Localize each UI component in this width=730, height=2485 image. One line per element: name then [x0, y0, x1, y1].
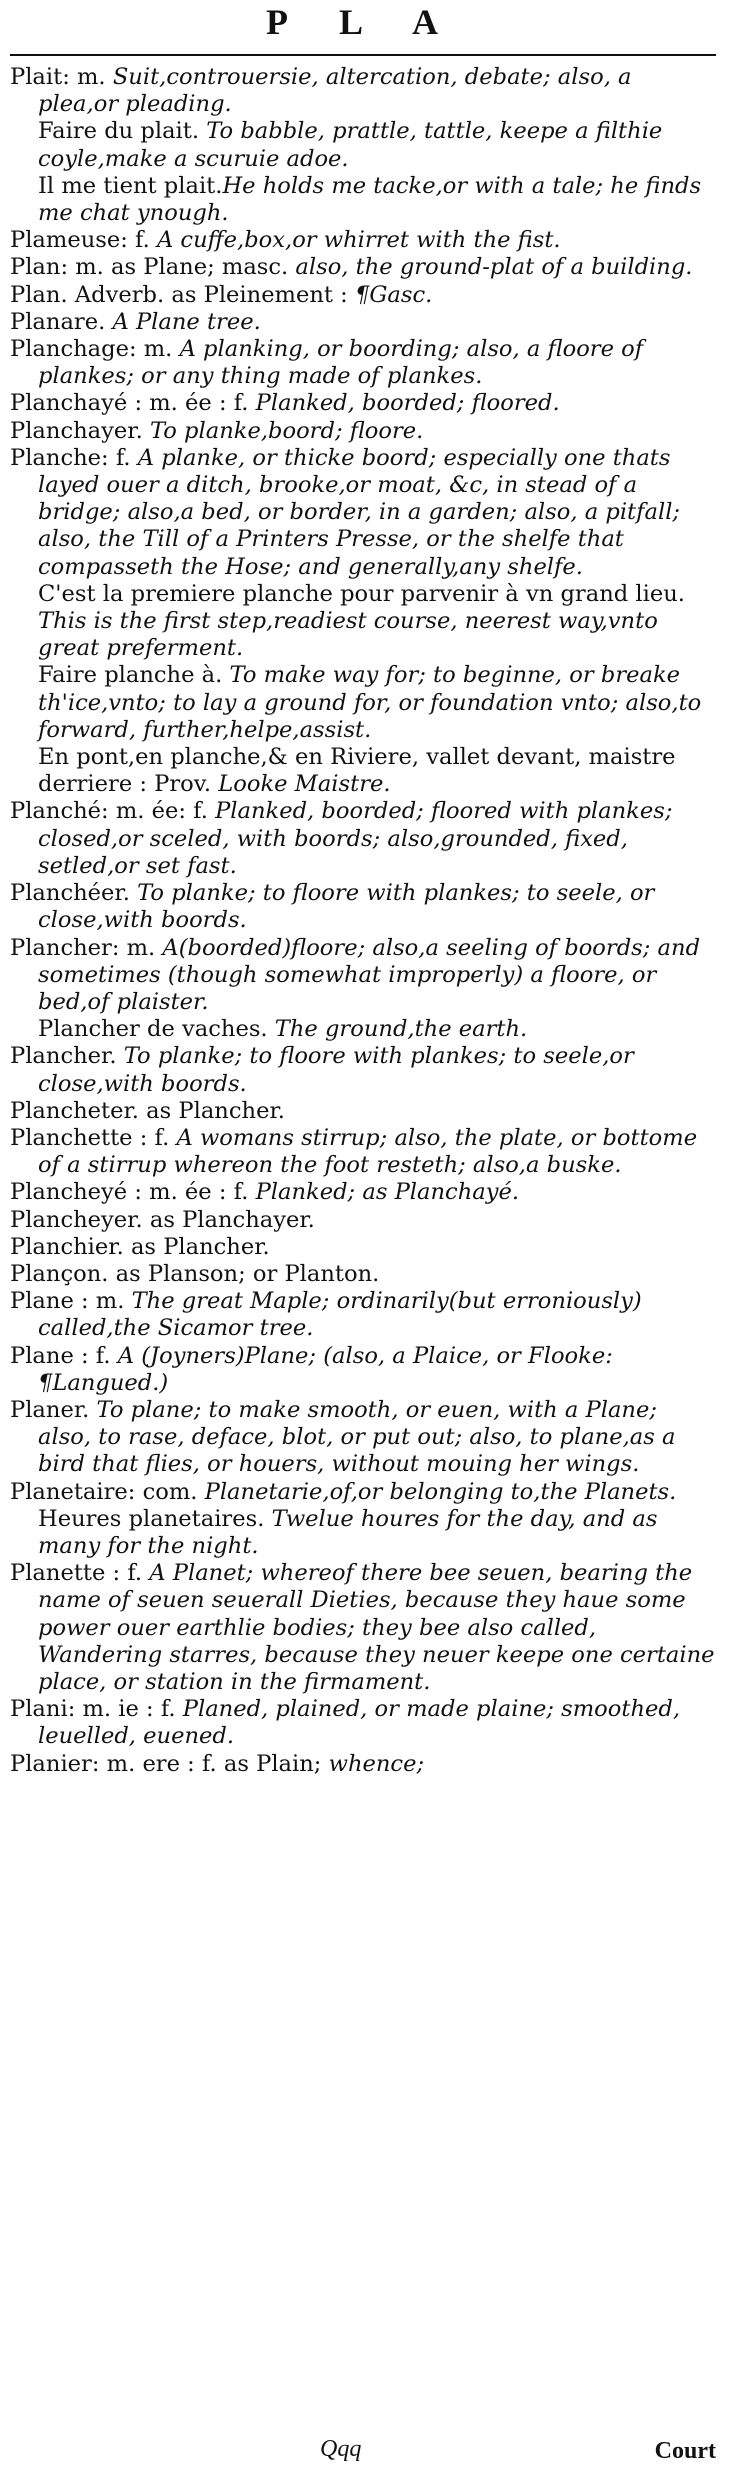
- dictionary-entry: [10, 1560, 716, 1696]
- definition: To planke; to floore with plankes; to seele, or close,with boords.: [38, 880, 655, 934]
- grammar-note: : m.: [128, 336, 180, 363]
- phrase: En pont,en planche,& en Riviere, vallet devant, maistre derriere : Prov.: [38, 744, 676, 798]
- dictionary-entry: [10, 1397, 716, 1479]
- grammar-note: : m. as Plane; masc.: [60, 254, 296, 281]
- headword: Plait: [10, 64, 63, 90]
- definition: Planed, plained, or made plaine; smoothed, leuelled, euened.: [38, 1696, 681, 1750]
- dictionary-entry: [10, 1098, 716, 1125]
- dictionary-entry: [10, 390, 716, 417]
- grammar-note: : m. ere : f. as Plain;: [91, 1750, 329, 1777]
- entry-list: [10, 64, 716, 1778]
- headword: Plancheyer.: [10, 1206, 143, 1233]
- headword: Plane: [10, 1288, 74, 1315]
- definition: A planke, or thicke boord; especially one thats layed ouer a ditch, brooke,or moat, &c, in stead of a bridge; also,a bed, or border, in a garden; also, a pitfall; also, the Till of a Printers Presse, or the shelfe that compasseth the Hose; and generally,any shelfe.: [38, 444, 681, 580]
- headword: Planette: [10, 1560, 106, 1587]
- dictionary-entry: [10, 1751, 716, 1778]
- headword: Plani: [10, 1696, 68, 1723]
- headword: Planchier.: [10, 1233, 124, 1260]
- page-footer: [0, 2434, 716, 2474]
- dictionary-entry: [10, 1179, 716, 1206]
- dictionary-entry: [10, 254, 716, 281]
- header-rule: [10, 54, 716, 56]
- headword: Planare.: [10, 308, 106, 335]
- sub-entry: [10, 744, 716, 798]
- phrase-definition: To make way for; to beginne, or breake th'ice,vnto; to lay a ground for, or foundation vnto; also,to forward, further,helpe,assist.: [38, 662, 702, 743]
- dictionary-entry: [10, 336, 716, 390]
- phrase: Faire planche à.: [38, 662, 230, 689]
- grammar-note: : f.: [73, 1342, 118, 1369]
- headword: Plancher: [10, 934, 112, 961]
- phrase: Plancher de vaches.: [38, 1016, 275, 1043]
- headword: Plan: [10, 254, 61, 281]
- dictionary-entry: [10, 1125, 716, 1179]
- definition: To planke; to floore with plankes; to seele,or close,with boords.: [38, 1043, 634, 1097]
- definition: To planke,boord; floore.: [149, 417, 424, 444]
- dictionary-entry: [10, 798, 716, 880]
- grammar-note: [143, 418, 150, 444]
- definition: A (Joyners)Plane; (also, a Plaice, or Flooke: ¶Langued.): [38, 1342, 613, 1396]
- headword: Planchéer.: [10, 880, 130, 907]
- definition: A womans stirrup; also, the plate, or bottome of a stirrup whereon the foot resteth; also,a buske.: [38, 1124, 698, 1179]
- phrase: Il me tient plait.: [38, 172, 223, 199]
- dictionary-entry: [10, 227, 716, 254]
- phrase-definition: This is the first step,readiest course, neerest way,vnto great preferment.: [38, 608, 658, 662]
- definition: Planked, boorded; floored with plankes; closed,or sceled, with boords; also,grounded, fixed, setled,or set fast.: [38, 798, 673, 879]
- grammar-note: : com.: [127, 1478, 205, 1505]
- definition: A cuffe,box,or whirret with the fist.: [156, 227, 561, 254]
- headword: Plancheyé: [10, 1179, 128, 1206]
- definition: To plane; to make smooth, or euen, with a Plane; also, to rase, deface, blot, or put out; also, to plane,as a bird that flies, or houers, without mouing her wings.: [38, 1396, 676, 1478]
- dictionary-entry: [10, 1343, 716, 1397]
- grammar-note: : f.: [105, 1560, 150, 1587]
- headword: Plane: [10, 1342, 74, 1369]
- grammar-note: : m.: [111, 934, 163, 961]
- dictionary-entry: [10, 64, 716, 118]
- running-head: P L A: [265, 2, 461, 42]
- headword: Plan.: [10, 281, 68, 308]
- dictionary-entry: [10, 282, 716, 309]
- dictionary-entry: [10, 1207, 716, 1234]
- grammar-note: : m. ie : f.: [67, 1696, 183, 1723]
- phrase: Heures planetaires.: [38, 1505, 272, 1532]
- grammar-note: : m.: [62, 64, 113, 90]
- grammar-note: as Planson; or Planton.: [108, 1260, 380, 1287]
- phrase-definition: He holds me tacke,or with a tale; he finds me chat ynough.: [38, 172, 702, 227]
- dictionary-entry: [10, 445, 716, 581]
- grammar-note: : f.: [120, 227, 157, 254]
- grammar-note: : m. ée: f.: [101, 798, 216, 825]
- sub-entry: [10, 118, 716, 172]
- definition: also, the ground-plat of a building.: [295, 254, 693, 281]
- headword: Planchayé: [10, 390, 128, 417]
- definition: ¶Gasc.: [354, 281, 433, 308]
- headword: Planier: [10, 1750, 92, 1777]
- definition: A(boorded)floore; also,a seeling of boords; and sometimes (though somewhat improperly) a floore, or bed,of plaister.: [38, 934, 701, 1015]
- headword: Planchayer.: [10, 417, 143, 444]
- dictionary-entry: [10, 880, 716, 934]
- grammar-note: as Plancher.: [123, 1233, 270, 1260]
- phrase: C'est la premiere planche pour parvenir à vn grand lieu.: [38, 580, 685, 607]
- dictionary-entry: [10, 1696, 716, 1750]
- dictionary-entry: [10, 1043, 716, 1097]
- definition: Planked, boorded; floored.: [255, 390, 560, 417]
- headword: Planer.: [10, 1396, 90, 1423]
- dictionary-entry: [10, 1234, 716, 1261]
- headword: Plancher.: [10, 1043, 117, 1070]
- headword: Plançon.: [10, 1260, 109, 1287]
- definition: Planked; as Planchayé.: [255, 1179, 520, 1206]
- headword: Plancheter.: [10, 1097, 139, 1124]
- headword: Planchette: [10, 1124, 133, 1151]
- dictionary-entry: [10, 935, 716, 1017]
- dictionary-entry: [10, 1479, 716, 1506]
- headword: Planchage: [10, 336, 129, 363]
- grammar-note: : m. ée : f.: [127, 1179, 256, 1206]
- definition: Suit,controuersie, altercation, debate; also, a plea,or pleading.: [38, 64, 632, 118]
- grammar-note: : f.: [101, 444, 138, 471]
- sub-entry: [10, 1506, 716, 1560]
- dictionary-entry: [10, 1288, 716, 1342]
- dictionary-entry: [10, 1261, 716, 1288]
- definition: A planking, or boording; also, a floore of plankes; or any thing made of plankes.: [38, 336, 644, 390]
- headword: Planche: [10, 444, 102, 471]
- sub-entry: [10, 581, 716, 663]
- phrase-definition: The ground,the earth.: [274, 1016, 528, 1043]
- sub-entry: [10, 1016, 716, 1043]
- sub-entry: [10, 662, 716, 744]
- headword: Planetaire: [10, 1478, 128, 1505]
- phrase: Faire du plait.: [38, 118, 207, 145]
- phrase-definition: Looke Maistre.: [218, 771, 391, 798]
- grammar-note: : m.: [73, 1288, 132, 1315]
- dictionary-entry: [10, 418, 716, 445]
- signature-mark: Qqq: [320, 2436, 362, 2462]
- grammar-note: as Plancher.: [138, 1097, 285, 1124]
- definition: whence;: [328, 1750, 425, 1777]
- definition: A Planet; whereof there bee seuen, bearing the name of seuen seuerall Dieties, because they haue some power ouer earthlie bodies; they bee also called, Wandering starres, because they neuer keepe one certaine place, or station in the firmament.: [38, 1560, 715, 1695]
- grammar-note: : m. ée : f.: [127, 390, 256, 417]
- phrase-definition: Twelue houres for the day, and as many for the night.: [38, 1505, 658, 1559]
- sub-entry: [10, 173, 716, 227]
- dictionary-entry: [10, 309, 716, 336]
- headword: Planché: [10, 798, 102, 825]
- definition: A Plane tree.: [112, 308, 261, 335]
- definition: Planetarie,of,or belonging to,the Planets.: [204, 1478, 677, 1505]
- catchword: Court: [654, 2438, 716, 2464]
- grammar-note: [89, 1397, 96, 1423]
- definition: The great Maple; ordinarily(but erroniously) called,the Sicamor tree.: [38, 1288, 642, 1342]
- grammar-note: Adverb. as Pleinement :: [67, 281, 355, 308]
- phrase-definition: To babble, prattle, tattle, keepe a filthie coyle,make a scuruie adoe.: [38, 118, 663, 172]
- grammar-note: [117, 1043, 124, 1069]
- headword: Plameuse: [10, 227, 121, 254]
- grammar-note: as Planchayer.: [142, 1206, 315, 1233]
- grammar-note: : f.: [132, 1124, 177, 1151]
